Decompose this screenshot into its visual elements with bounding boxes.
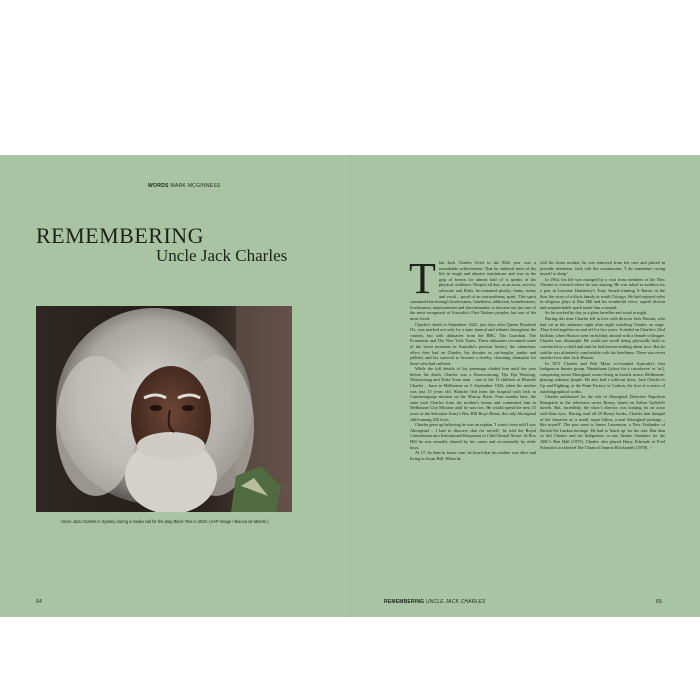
paragraph: Charles auditioned for the role of Aboriginal Detective Napoleon Bonaparte in the television series Boney, based on Arthur Upfield's novels. But, incredibly, the show's director was looking for an actor with blue eyes. Having read all 29 Boney books, Charles had thought of the character as 'a small, squat fellow, a neat Aboriginal package – like myself'. The part went to James Laurenson, a New Zealander of British-Sri Lankan heritage. He had to 'black up' for the role. But then so did Charles and his Indigenous co-star Justine Saunders for the ABC's Ben Hall (1975). Charles also played Harry Edwards in Fred Schepisi's acclaimed The Chant of Jimmie Blacksmith (1978). >: [540, 394, 665, 450]
drop-cap: T: [409, 254, 436, 303]
footer-section-title: UNCLE JACK CHARLES: [425, 599, 486, 605]
paragraph: In 1964, his life was changed by a visit from members of the New Theatre to a hostel where he was staying. He was asked to audition for a part in Lorraine Hansberry's Tony Award-winning A Raisin in the Sun, the story of a black family in south Chicago. He had enjoyed roles in religious plays at Box Hill and his wonderful voice, superb diction and unquenchable spark made him a natural.: [540, 276, 665, 310]
article-title: REMEMBERING: [36, 223, 205, 248]
portrait-photo: [36, 306, 292, 512]
article-subtitle: Uncle Jack Charles: [156, 246, 288, 265]
page-gutter: [349, 155, 351, 617]
paragraph: At 17, by then in foster care, he heard that his mother was alive and living in Swan Hill. When he: [410, 450, 536, 461]
right-page-number: 65: [656, 599, 662, 605]
paragraph: So he worked by day as a glass beveller and acted at night.: [545, 310, 648, 316]
caption-credit: in 2020. (AAP Image / Bianca de Marchi.): [193, 519, 269, 524]
paragraph: Charles grew up believing he was an orphan. 'I wasn't even told I was Aboriginal – I had to discover that for myself,' he told the Royal Commission into Institutional Responses to Child Sexual Abuse. At Box Hill he was sexually abused by his carers and occasionally by older boys.: [410, 422, 536, 450]
byline-label: WORDS: [148, 183, 169, 189]
photo-caption: [61, 519, 351, 524]
article-column-2: [540, 260, 665, 450]
paragraph-text: hat Jack Charles lived to his 80th year was a remarkable achievement. That he endured most of his life in tough and abusive institutions and was in the grip of heroin for almost half of it speaks of his physical resilience. Despite all that, as an actor, activist, advocate and Elder, he remained plucky, funny, sunny and vocal – proof of an extraordinary spirit. This spirit sustained him through lovelessness, loneliness, addiction, homelessness, lowlessness, imprisonment and discrimination to become not just one of the most recognised of Australia's First Nations peoples, but one of the most loved.: [410, 260, 536, 321]
paragraph: Charles's death in September 2022, just days after Queen Elizabeth II's, was marked not only by a state funeral and tributes throughout the country, but with obituaries from the BBC, The Guardian, The Economist and The New York Times. These obituaries recounted some of the worst moments in Australia's postwar history, the calamitous effect they had on Charles, his decades as cat-burglar, junkie and jailbird, and his survival to become a cheeky, charming champion for those who had suffered.: [410, 321, 536, 366]
byline-author: MARK MCGINNESS: [170, 183, 221, 189]
footer-section: REMEMBERING: [384, 599, 425, 605]
paragraph: In 1971 Charles and Bob Maza co-founded Australia's first Indigenous theatre group, Nindethana ('place for a corroboree' or 'us'), comprising seven Aboriginal actors living in hostels across Melbourne, playing ordinary people. He also had a sold-out show, Jack Charles is Up and Fighting, at the Pram Factory in Carlton, the first of a series of autobiographical works.: [540, 360, 665, 394]
left-page-number: 64: [36, 599, 42, 605]
article-column-1: [409, 254, 536, 461]
paragraph: [409, 254, 536, 322]
byline: [148, 183, 221, 189]
running-footer: [384, 599, 486, 605]
caption-text: Uncle Jack Charles in Sydney during a media call for the play: [61, 519, 173, 524]
paragraph: During this time Charles fell in love with director Jack Huston, who had sat in the audience night after night watching Charles on stage. They lived together on and off for five years. It ended on Charles's 23rd birthday when Huston went on holiday abroad with a female colleague. Charles was distraught. He could not recall being physically held or comforted as a child and said he had known nothing about love. But he said he was ultimately comfortable with his loneliness. There was never another love after Jack Huston.: [540, 315, 666, 361]
caption-play-title: Black Ties: [173, 519, 193, 524]
paragraph: told his foster mother, he was removed from her care and placed in juvenile detention. Jack told the commission, 'I do remember crying myself to sleep.': [540, 260, 665, 277]
paragraph: While the full details of his parentage eluded him until the year before his death, Charles was a Boonwurrung, Dja Dja Wurrung, Woiwurrung and Yorta Yorta man – one of the 13 children of Blanche Charles – born in Melbourne on 5 September 1943, when his mother was just 15 years old. Blanche fled from the hospital with Jack to Cummeragunja mission on the Murray River. Four months later, the state took Charles from his mother's breast and committed him to Melbourne City Mission until he was two. He would spend the next 15 years at the Salvation Army's Box Hill Boys' Home, the only Aboriginal child among 250 boys.: [410, 366, 536, 422]
